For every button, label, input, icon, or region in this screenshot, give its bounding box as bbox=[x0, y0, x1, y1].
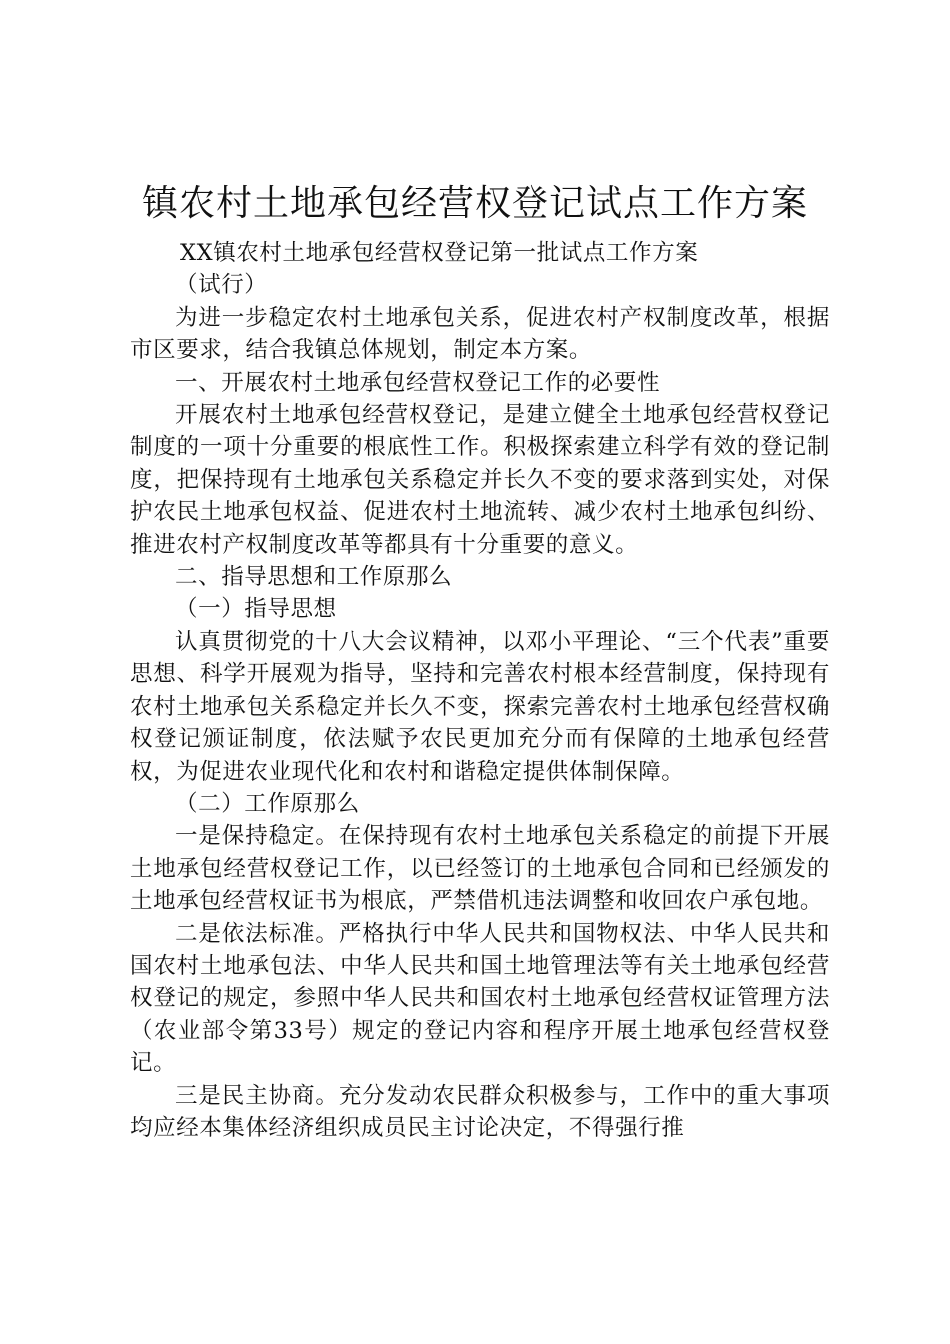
subtitle-trial: （试行） bbox=[175, 272, 268, 299]
subtitle: XX镇农村土地承包经营权登记第一批试点工作方案 bbox=[180, 240, 699, 266]
section-heading-2: 二、指导思想和工作原那么 bbox=[175, 564, 453, 591]
subsection-heading-2: （二）工作原那么 bbox=[175, 790, 360, 817]
document-body bbox=[130, 237, 830, 1144]
paragraph-principle-2: 二是依法标准。严格执行中华人民共和国物权法、中华人民共和国农村土地承包法、中华人民共和国土地管理法等有关土地承包经营权登记的规定，参照中华人民共和国农村土地承包经营权证管理方法（农业部令第33号）规定的登记内容和程序开展土地承包经营权登记。 bbox=[130, 920, 830, 1077]
paragraph-principle-3: 三是民主协商。充分发动农民群众积极参与，工作中的重大事项均应经本集体经济组织成员民主讨论决定，不得强行推 bbox=[130, 1082, 830, 1141]
paragraph-intro: 为进一步稳定农村土地承包关系，促进农村产权制度改革，根据市区要求，结合我镇总体规划，制定本方案。 bbox=[130, 304, 830, 364]
paragraph-principle-1: 一是保持稳定。在保持现有农村土地承包关系稳定的前提下开展土地承包经营权登记工作，以已经签订的土地承包合同和已经颁发的土地承包经营权证书为根底，严禁借机违法调整和收回农户承包地。 bbox=[130, 823, 830, 915]
paragraph-necessity: 开展农村土地承包经营权登记，是建立健全土地承包经营权登记制度的一项十分重要的根底性工作。积极探索建立科学有效的登记制度，把保持现有土地承包关系稳定并长久不变的要求落到实处，对保护农民土地承包权益、促进农村土地流转、减少农村土地承包纠纷、推进农村产权制度改革等都具有十分重要的意义。 bbox=[130, 402, 830, 558]
section-heading-1: 一、开展农村土地承包经营权登记工作的必要性 bbox=[175, 369, 661, 396]
document-title: 镇农村土地承包经营权登记试点工作方案 bbox=[141, 183, 808, 224]
paragraph-guiding-thought: 认真贯彻党的十八大会议精神，以邓小平理论、“三个代表”重要思想、科学开展观为指导，坚持和完善农村根本经营制度，保持现有农村土地承包关系稳定并长久不变，探索完善农村土地承包经营权确权登记颁证制度，依法赋予农民更加充分而有保障的土地承包经营权，为促进农业现代化和农村和谐稳定提供体制保障。 bbox=[130, 628, 830, 785]
subsection-heading-1: （一）指导思想 bbox=[175, 596, 337, 623]
